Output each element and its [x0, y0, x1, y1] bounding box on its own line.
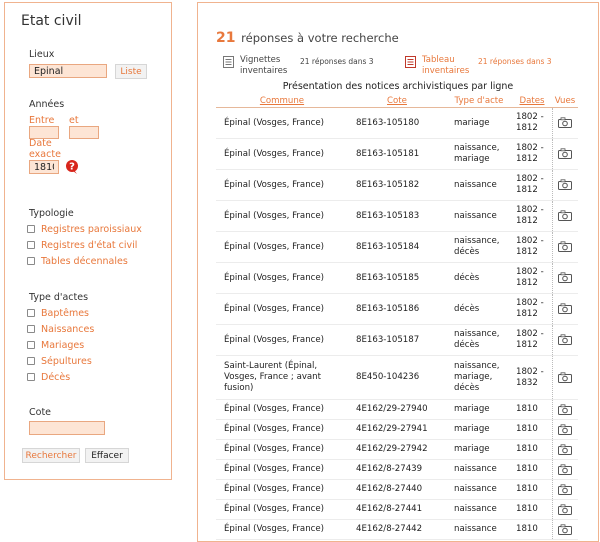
dates-cell: 1810: [512, 500, 552, 520]
commune-cell: Épinal (Vosges, France): [216, 201, 348, 232]
camera-icon[interactable]: [558, 424, 572, 435]
commune-cell: Épinal (Vosges, France): [216, 500, 348, 520]
cote-cell: 4E162/29-27940: [348, 400, 446, 420]
table-row[interactable]: [216, 263, 578, 294]
option-label: Tables décennales: [41, 255, 128, 267]
camera-icon[interactable]: [558, 444, 572, 455]
commune-cell: Épinal (Vosges, France): [216, 420, 348, 440]
checkbox[interactable]: [27, 373, 35, 381]
dates-cell: 1802 - 1812: [512, 294, 552, 325]
table-row[interactable]: [216, 294, 578, 325]
camera-icon[interactable]: [558, 303, 572, 314]
commune-cell: Épinal (Vosges, France): [216, 263, 348, 294]
dates-cell: 1802 - 1812: [512, 232, 552, 263]
cote-label: Cote: [29, 407, 52, 418]
commune-cell: Épinal (Vosges, France): [216, 400, 348, 420]
vues-cell: [552, 170, 578, 201]
type-cell: naissance: [446, 520, 512, 540]
vues-cell: [552, 108, 578, 139]
table-row[interactable]: [216, 201, 578, 232]
table-row[interactable]: [216, 356, 578, 400]
dates-cell: 1802 - 1832: [512, 356, 552, 400]
camera-icon[interactable]: [558, 179, 572, 190]
camera-icon[interactable]: [558, 334, 572, 345]
table-view-icon[interactable]: [405, 56, 416, 68]
option-label: Naissances: [41, 323, 95, 335]
camera-icon[interactable]: [558, 272, 572, 283]
table-row[interactable]: [216, 440, 578, 460]
acte-option-mariages[interactable]: [27, 339, 84, 351]
commune-cell: Épinal (Vosges, France): [216, 108, 348, 139]
table-row[interactable]: [216, 480, 578, 500]
typologie-option-tables[interactable]: [27, 255, 128, 267]
vues-cell: [552, 460, 578, 480]
lieux-label: Lieux: [29, 49, 55, 60]
search-panel: [4, 2, 172, 480]
column-header-type: Type d'acte: [446, 95, 512, 108]
type-actes-label: Type d'actes: [29, 292, 89, 303]
cote-cell: 8E163-105185: [348, 263, 446, 294]
camera-icon[interactable]: [558, 117, 572, 128]
table-row[interactable]: [216, 500, 578, 520]
cote-cell: 8E163-105180: [348, 108, 446, 139]
type-cell: naissance, décès: [446, 325, 512, 356]
list-button[interactable]: Liste: [115, 64, 147, 79]
dates-cell: 1802 - 1812: [512, 263, 552, 294]
table-label-1: Tableau: [422, 55, 455, 65]
date-exacte-label-1: Date: [29, 138, 52, 149]
year-to-input[interactable]: [69, 126, 99, 139]
search-button[interactable]: Rechercher: [22, 448, 80, 463]
column-header-cote[interactable]: Cote: [348, 95, 446, 108]
table-row[interactable]: [216, 325, 578, 356]
cote-cell: 8E163-105183: [348, 201, 446, 232]
typologie-option-paroissiaux[interactable]: [27, 223, 142, 235]
commune-cell: Épinal (Vosges, France): [216, 170, 348, 201]
type-cell: décès: [446, 263, 512, 294]
vues-cell: [552, 440, 578, 460]
type-cell: naissance, mariage, décès: [446, 356, 512, 400]
vues-cell: [552, 500, 578, 520]
results-count: 21: [216, 30, 236, 46]
svg-text:?: ?: [69, 161, 75, 173]
table-view-link[interactable]: [422, 55, 469, 77]
type-cell: naissance: [446, 201, 512, 232]
camera-icon[interactable]: [558, 464, 572, 475]
thumbnails-label-1: Vignettes: [240, 55, 281, 65]
vues-cell: [552, 356, 578, 400]
date-exact-input[interactable]: [29, 160, 59, 174]
dates-cell: 1802 - 1812: [512, 201, 552, 232]
commune-cell: Épinal (Vosges, France): [216, 294, 348, 325]
cote-cell: 4E162/8-27442: [348, 520, 446, 540]
help-icon[interactable]: [65, 159, 81, 175]
vues-cell: [552, 232, 578, 263]
checkbox[interactable]: [27, 225, 35, 233]
panel-title: Etat civil: [21, 13, 82, 29]
table-count: 21 réponses dans 3: [478, 57, 552, 66]
cote-cell: 8E163-105187: [348, 325, 446, 356]
thumbnails-view-icon[interactable]: [223, 56, 234, 68]
table-row[interactable]: [216, 460, 578, 480]
vues-cell: [552, 325, 578, 356]
dates-cell: 1810: [512, 440, 552, 460]
type-cell: décès: [446, 294, 512, 325]
cote-input[interactable]: [29, 421, 105, 435]
table-row[interactable]: [216, 400, 578, 420]
date-exacte-label-2: exacte: [29, 149, 61, 160]
type-cell: naissance: [446, 500, 512, 520]
results-heading-text: réponses à votre recherche: [241, 31, 399, 45]
results-heading: [216, 30, 399, 46]
checkbox[interactable]: [27, 309, 35, 317]
dates-cell: 1802 - 1812: [512, 108, 552, 139]
table-row[interactable]: [216, 232, 578, 263]
cote-cell: 8E163-105181: [348, 139, 446, 170]
checkbox[interactable]: [27, 241, 35, 249]
dates-cell: 1810: [512, 480, 552, 500]
type-cell: mariage: [446, 108, 512, 139]
vues-cell: [552, 400, 578, 420]
type-cell: naissance, mariage: [446, 139, 512, 170]
commune-cell: Épinal (Vosges, France): [216, 520, 348, 540]
commune-cell: Épinal (Vosges, France): [216, 139, 348, 170]
results-rows: [216, 108, 578, 540]
dates-cell: 1802 - 1812: [512, 139, 552, 170]
type-cell: naissance: [446, 460, 512, 480]
option-label: Sépultures: [41, 355, 92, 367]
checkbox[interactable]: [27, 325, 35, 333]
type-cell: naissance, décès: [446, 232, 512, 263]
annees-label: Années: [29, 99, 65, 110]
dates-cell: 1810: [512, 420, 552, 440]
option-label: Baptêmes: [41, 307, 89, 319]
thumbnails-count: 21 réponses dans 3: [300, 57, 374, 66]
cote-cell: 4E162/8-27441: [348, 500, 446, 520]
vues-cell: [552, 420, 578, 440]
option-label: Registres paroissiaux: [41, 223, 142, 235]
column-header-vues: Vues: [552, 95, 578, 108]
cote-cell: 4E162/29-27942: [348, 440, 446, 460]
table-row[interactable]: [216, 108, 578, 139]
cote-cell: 8E163-105182: [348, 170, 446, 201]
cote-cell: 8E450-104236: [348, 356, 446, 400]
commune-cell: Épinal (Vosges, France): [216, 325, 348, 356]
cote-cell: 4E162/8-27439: [348, 460, 446, 480]
dates-cell: 1810: [512, 400, 552, 420]
cote-cell: 4E162/8-27440: [348, 480, 446, 500]
table-row[interactable]: [216, 170, 578, 201]
vues-cell: [552, 480, 578, 500]
commune-cell: Épinal (Vosges, France): [216, 440, 348, 460]
checkbox[interactable]: [27, 257, 35, 265]
thumbnails-label-2: inventaires: [240, 66, 288, 76]
camera-icon[interactable]: [558, 148, 572, 159]
option-label: Décès: [41, 371, 71, 383]
commune-cell: Épinal (Vosges, France): [216, 232, 348, 263]
lieux-input[interactable]: [29, 64, 107, 78]
et-label: et: [69, 115, 79, 126]
camera-icon[interactable]: [558, 524, 572, 535]
camera-icon[interactable]: [558, 504, 572, 515]
acte-option-deces[interactable]: [27, 371, 70, 383]
presentation-caption: Présentation des notices archivistiques par ligne: [282, 81, 514, 92]
column-header-dates[interactable]: Dates: [512, 95, 552, 108]
type-cell: mariage: [446, 420, 512, 440]
type-cell: mariage: [446, 400, 512, 420]
type-cell: naissance: [446, 170, 512, 201]
camera-icon[interactable]: [558, 404, 572, 415]
camera-icon[interactable]: [558, 210, 572, 221]
vues-cell: [552, 263, 578, 294]
acte-option-naissances[interactable]: [27, 323, 94, 335]
vues-cell: [552, 201, 578, 232]
checkbox[interactable]: [27, 357, 35, 365]
camera-icon[interactable]: [558, 241, 572, 252]
cote-cell: 4E162/29-27941: [348, 420, 446, 440]
table-row[interactable]: [216, 420, 578, 440]
cote-cell: 8E163-105186: [348, 294, 446, 325]
dates-cell: 1802 - 1812: [512, 170, 552, 201]
dates-cell: 1810: [512, 460, 552, 480]
commune-cell: Saint-Laurent (Épinal, Vosges, France ; avant fusion): [216, 356, 348, 400]
dates-cell: 1802 - 1812: [512, 325, 552, 356]
type-cell: mariage: [446, 440, 512, 460]
thumbnails-view-link[interactable]: [240, 55, 287, 77]
option-label: Mariages: [41, 339, 85, 351]
acte-option-baptemes[interactable]: [27, 307, 89, 319]
acte-option-sepultures[interactable]: [27, 355, 92, 367]
dates-cell: 1810: [512, 520, 552, 540]
vues-cell: [552, 139, 578, 170]
results-table: [216, 95, 578, 540]
cote-cell: 8E163-105184: [348, 232, 446, 263]
typologie-label: Typologie: [29, 208, 74, 219]
table-label-2: inventaires: [422, 66, 470, 76]
camera-icon[interactable]: [558, 484, 572, 495]
column-header-commune[interactable]: Commune: [216, 95, 348, 108]
commune-cell: Épinal (Vosges, France): [216, 460, 348, 480]
option-label: Registres d'état civil: [41, 239, 138, 251]
commune-cell: Épinal (Vosges, France): [216, 480, 348, 500]
table-row[interactable]: [216, 139, 578, 170]
type-cell: naissance: [446, 480, 512, 500]
table-header: [216, 95, 578, 108]
checkbox[interactable]: [27, 341, 35, 349]
results-panel: [197, 2, 599, 542]
entre-label: Entre: [29, 115, 55, 126]
clear-button[interactable]: Effacer: [85, 448, 129, 463]
typologie-option-etat-civil[interactable]: [27, 239, 137, 251]
vues-cell: [552, 294, 578, 325]
camera-icon[interactable]: [558, 372, 572, 383]
